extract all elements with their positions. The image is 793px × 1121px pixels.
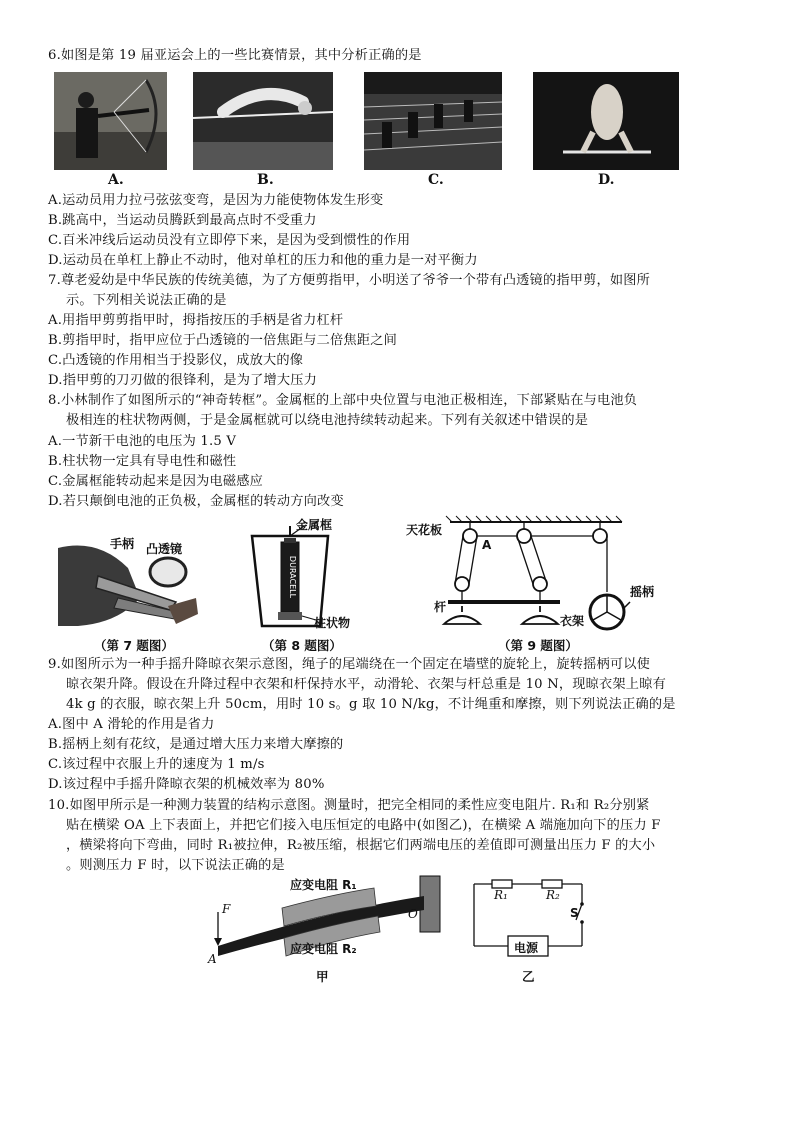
circuit-label-r2: R₂ bbox=[546, 888, 560, 902]
fig9-label-hanger: 衣架 bbox=[560, 614, 585, 628]
archery-illustration bbox=[54, 72, 167, 170]
q7-stem-line1: 7.尊老爱幼是中华民族的传统美德，为了方便剪指甲，小明送了爷爷一个带有凸透镜的指甲剪，如图所 bbox=[48, 273, 651, 288]
q8-stem-line2: 极相连的柱状物两侧，于是金属框就可以绕电池持续转动起来。下列有关叙述中错误的是 bbox=[66, 413, 589, 428]
photo-label-b: B. bbox=[257, 172, 274, 188]
q6-option-a: A.运动员用力拉弓弦弦变弯，是因为力能使物体发生形变 bbox=[48, 193, 384, 208]
q9-stem-line1: 9.如图所示为一种手摇升降晾衣架示意图，绳子的尾端绕在一个固定在墙壁的旋轮上，旋转摇柄可以使 bbox=[48, 657, 651, 672]
q10-stem-line4: 。则测压力 F 时，以下说法正确的是 bbox=[66, 858, 285, 873]
q7-option-a: A.用指甲剪剪指甲时，拇指按压的手柄是省力杠杆 bbox=[48, 313, 344, 328]
q7-stem-line2: 示。下列相关说法正确的是 bbox=[66, 293, 227, 308]
photo-label-d: D. bbox=[598, 172, 615, 188]
q7-option-b: B.剪指甲时，指甲应位于凸透镜的一倍焦距与二倍焦距之间 bbox=[48, 333, 397, 348]
q10-stem-line3: ，横梁将向下弯曲，同时 R₁被拉伸，R₂被压缩，根据它们两端电压的差值即可测量出压力 F 的大小 bbox=[66, 838, 656, 853]
fig8-label-frame: 金属框 bbox=[296, 518, 333, 532]
fig10-caption-jia: 甲 bbox=[316, 969, 329, 984]
q6-option-b: B.跳高中，当运动员腾跃到最高点时不受重力 bbox=[48, 213, 317, 228]
q8-option-b: B.柱状物一定具有导电性和磁性 bbox=[48, 454, 237, 469]
q8-option-c: C.金属框能转动起来是因为电磁感应 bbox=[48, 474, 264, 489]
fig9-caption: （第 9 题图） bbox=[498, 638, 578, 653]
sprint-illustration bbox=[364, 72, 502, 170]
q6-option-c: C.百米冲线后运动员没有立即停下来，是因为受到惯性的作用 bbox=[48, 233, 411, 248]
fig8-label-column: 柱状物 bbox=[314, 616, 351, 630]
q9-option-c: C.该过程中衣服上升的速度为 1 m/s bbox=[48, 757, 265, 772]
fig9-label-rod: 杆 bbox=[434, 600, 447, 614]
q7-option-c: C.凸透镜的作用相当于投影仪，成放大的像 bbox=[48, 353, 304, 368]
fig10-label-f: F bbox=[222, 902, 231, 916]
fig10-label-r1: 应变电阻 R₁ bbox=[290, 878, 357, 892]
fig10-label-a: A bbox=[208, 952, 217, 966]
q10-stem-line2: 贴在横梁 OA 上下表面上，并把它们接入电压恒定的电路中(如图乙)，在横梁 A 端施加向下的压力 F bbox=[66, 818, 661, 833]
q9-option-d: D.该过程中手摇升降晾衣架的机械效率为 80% bbox=[48, 777, 325, 792]
fig10-label-r2: 应变电阻 R₂ bbox=[290, 942, 357, 956]
battery-label: DURACELL bbox=[288, 555, 297, 599]
q8-option-a: A.一节新干电池的电压为 1.5 V bbox=[48, 434, 237, 449]
q7-option-d: D.指甲剪的刀刃做的很锋利，是为了增大压力 bbox=[48, 373, 318, 388]
q9-stem-line2: 晾衣架升降。假设在升降过程中衣架和杆保持水平，动滑轮、衣架与杆总重是 10 N，现晾衣架上晾有 bbox=[66, 677, 666, 692]
circuit-label-r1: R₁ bbox=[494, 888, 508, 902]
photo-archery bbox=[54, 72, 167, 170]
circuit-label-switch: S bbox=[570, 906, 579, 920]
photo-sprint bbox=[364, 72, 502, 170]
photo-label-c: C. bbox=[428, 172, 444, 188]
q9-option-a: A.图中 A 滑轮的作用是省力 bbox=[48, 717, 215, 732]
q8-stem-line1: 8.小林制作了如图所示的“神奇转框”。金属框的上部中央位置与电池正极相连，下部紧贴在与电池负 bbox=[48, 393, 638, 408]
fig9-label-ceiling: 天花板 bbox=[406, 523, 443, 537]
photo-high-jump bbox=[193, 72, 333, 170]
fig7-label-lens: 凸透镜 bbox=[146, 542, 183, 556]
fig8-caption: （第 8 题图） bbox=[262, 638, 342, 653]
q10-stem-line1: 10.如图甲所示是一种测力装置的结构示意图。测量时，把完全相同的柔性应变电阻片. R₁和 R₂分别紧 bbox=[48, 798, 650, 813]
fig7-label-handle: 手柄 bbox=[110, 537, 135, 551]
fig7-caption: （第 7 题图） bbox=[94, 638, 174, 653]
q6-stem: 6.如图是第 19 届亚运会上的一些比赛情景，其中分析正确的是 bbox=[48, 48, 422, 63]
fig10-label-o: O bbox=[408, 907, 418, 921]
fig9-label-crank: 摇柄 bbox=[630, 585, 655, 599]
fig9-label-a: A bbox=[482, 538, 492, 552]
photo-label-a: A. bbox=[108, 172, 124, 188]
q8-option-d: D.若只颠倒电池的正负极，金属框的转动方向改变 bbox=[48, 494, 344, 509]
circuit-label-source: 电源 bbox=[514, 941, 539, 955]
photo-horizontal-bar bbox=[533, 72, 679, 170]
high-jump-illustration bbox=[193, 72, 333, 170]
q6-option-d: D.运动员在单杠上静止不动时，他对单杠的压力和他的重力是一对平衡力 bbox=[48, 253, 478, 268]
q9-option-b: B.摇柄上刻有花纹，是通过增大压力来增大摩擦的 bbox=[48, 737, 344, 752]
circuit-caption-yi: 乙 bbox=[522, 969, 535, 984]
q9-stem-line3: 4k g 的衣服，晾衣架上升 50cm，用时 10 s。g 取 10 N/kg，不计绳重和摩擦，则下列说法正确的是 bbox=[66, 697, 676, 712]
horizontal-bar-illustration bbox=[533, 72, 679, 170]
